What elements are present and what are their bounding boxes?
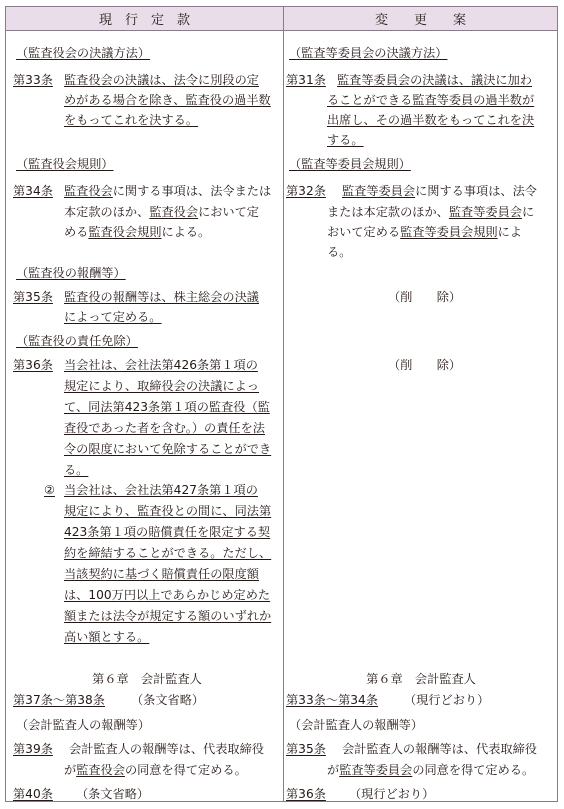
article-text: 規定により、監査役との間に、同法第 [64, 504, 272, 518]
article-text: 高い額とする。 [64, 630, 150, 644]
article-number: 第36条 [13, 358, 53, 372]
proposed-changes-header: 変 更 案 [284, 7, 557, 31]
article-text: 約を締結することができる。ただし、 [64, 546, 272, 560]
article-text: 当該契約に基づく賠償責任の限度額 [64, 567, 259, 581]
paragraph-number: ② [44, 483, 55, 497]
heading-accounting-auditor-remuneration: （会計監査人の報酬等） [16, 718, 151, 732]
article-text: 423条第１項の賠償責任を限定する契 [64, 525, 271, 539]
article-text: が監査役会の同意を得て定める。 [64, 763, 247, 777]
article-range: 第37条～第38条 [13, 693, 105, 707]
article-number: 第36条 [286, 787, 326, 801]
article-text: 監査等委員会に関する事項は、法令 [342, 184, 537, 198]
column-divider [283, 7, 284, 801]
article-text: 出席し、その過半数をもってこれを決 [327, 113, 535, 127]
article-text: によって定める。 [64, 310, 162, 324]
chapter-heading: 第６章 会計監査人 [92, 672, 202, 686]
article-text: （現行どおり） [404, 693, 490, 707]
article-text: 会計監査人の報酬等は、代表取締役 [69, 742, 264, 756]
article-text: おいて定める監査等委員会規則によ [327, 225, 522, 239]
article-number: 第34条 [13, 184, 53, 198]
article-text: めがある場合を除き、監査役の過半数 [64, 93, 271, 107]
article-range: 第33条～第34条 [286, 693, 378, 707]
deleted-marker: （削 除） [388, 358, 462, 372]
article-text: る。 [64, 463, 89, 477]
article-text: 査役であった者を含む。）の責任を法 [64, 421, 265, 435]
article-text: する。 [327, 133, 364, 147]
article-text: 監査役の報酬等は、株主総会の決議 [64, 290, 259, 304]
article-text: が監査等委員会の同意を得て定める。 [327, 763, 535, 777]
article-text: または本定款のほか、監査等委員会に [327, 205, 535, 219]
article-number: 第35条 [286, 742, 326, 756]
heading-auditor-liability-exemption: （監査役の責任免除） [16, 334, 138, 348]
heading-audit-board-rules: （監査役会規則） [16, 157, 114, 171]
article-text: をもってこれを決する。 [64, 113, 199, 127]
article-text: 令の限度において免除することができ [64, 442, 272, 456]
article-number: 第31条 [286, 73, 326, 87]
article-text: （現行どおり） [349, 787, 435, 801]
article-number: 第39条 [13, 742, 53, 756]
chapter-heading: 第６章 会計監査人 [366, 672, 476, 686]
article-text: ることができる監査等委員の過半数が [327, 93, 535, 107]
article-text: 当会社は、会社法第426条第１項の [64, 358, 258, 372]
article-text: 本定款のほか、監査役会において定 [64, 205, 259, 219]
article-text: 監査等委員会の決議は、議決に加わ [337, 73, 532, 87]
article-text: る。 [327, 245, 352, 259]
article-text: て、同法第423条第１項の監査役（監 [64, 400, 270, 414]
article-text: 当会社は、会社法第427条第１項の [64, 483, 258, 497]
article-number: 第33条 [13, 73, 53, 87]
heading-audit-committee-resolution: （監査等委員会の決議方法） [289, 46, 448, 60]
article-number: 第35条 [13, 290, 53, 304]
current-articles-header: 現 行 定 款 [6, 7, 283, 31]
heading-accounting-auditor-remuneration: （会計監査人の報酬等） [289, 718, 424, 732]
heading-audit-board-resolution: （監査役会の決議方法） [16, 46, 151, 60]
article-text: 監査役会の決議は、法令に別段の定 [64, 73, 259, 87]
comparison-table [5, 6, 558, 802]
article-text: は、100万円以上であらかじめ定めた [64, 588, 271, 602]
article-text: 額または法令が規定する額のいずれか [64, 609, 272, 623]
article-text: 会計監査人の報酬等は、代表取締役 [342, 742, 537, 756]
article-text: （条文省略） [76, 787, 150, 801]
article-text: める監査役会規則による。 [64, 225, 211, 239]
article-number: 第40条 [13, 787, 53, 801]
article-number: 第32条 [286, 184, 326, 198]
article-text: （条文省略） [131, 693, 205, 707]
deleted-marker: （削 除） [388, 290, 462, 304]
heading-auditor-remuneration: （監査役の報酬等） [16, 266, 126, 280]
heading-audit-committee-rules: （監査等委員会規則） [289, 157, 411, 171]
article-text: 規定により、取締役会の決議によっ [64, 379, 259, 393]
article-text: 監査役会に関する事項は、法令または [64, 184, 272, 198]
